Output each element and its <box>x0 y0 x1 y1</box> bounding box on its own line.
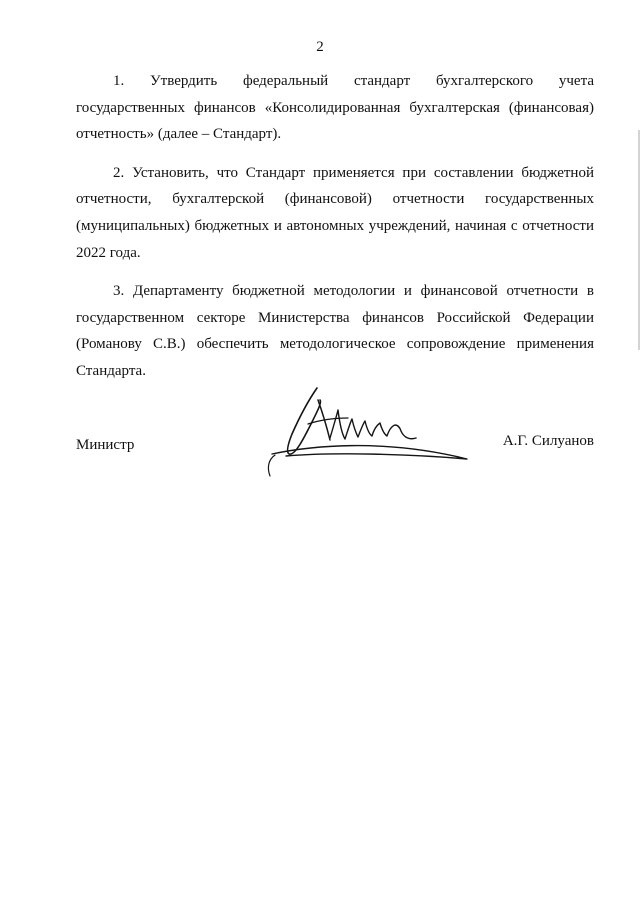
minister-title: Министр <box>76 437 135 453</box>
paragraph-2: 2. Установить, что Стандарт применяется при составлении бюджетной отчетности, бухгалтерской (финансовой) отчетности государственных (муниципальных) бюджетных и автономных учреждений, начиная с отчетности 2022 года. <box>76 164 594 261</box>
paragraph-3: 3. Департаменту бюджетной методологии и финансовой отчетности в государственном секторе Министерства финансов Российской Федерации (Романову С.В.) обеспечить методологическое сопровождение применения Стандарта. <box>76 283 594 379</box>
page-number: 2 <box>316 39 324 55</box>
document-body <box>76 68 594 397</box>
paragraph-1: 1. Утвердить федеральный стандарт бухгалтерского учета государственных финансов «Консолидированная бухгалтерская (финансовая) отчетность» (далее – Стандарт). <box>76 73 594 143</box>
minister-name: А.Г. Силуанов <box>502 433 594 449</box>
handwritten-signature-icon <box>262 380 472 480</box>
